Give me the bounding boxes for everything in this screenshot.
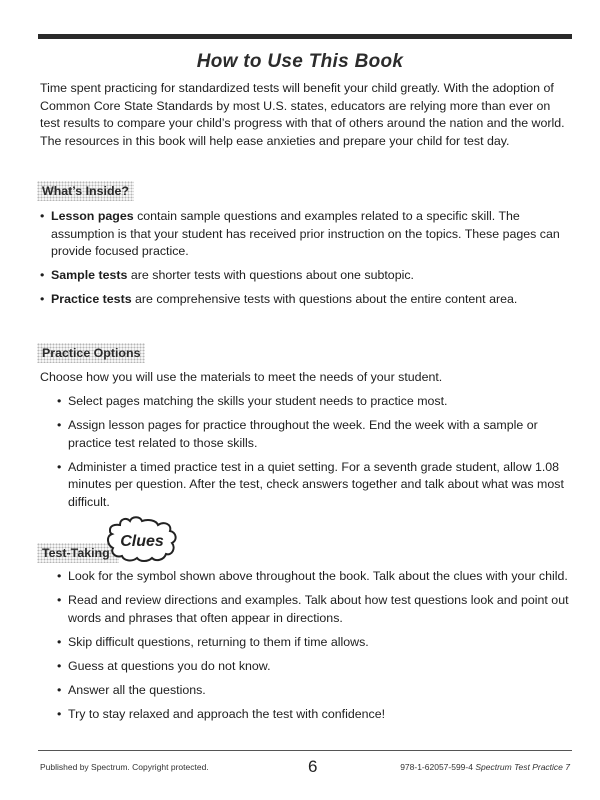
list-item: • Try to stay relaxed and approach the test with confidence!: [57, 706, 579, 724]
footer-isbn-series: [400, 762, 570, 772]
test-taking-list: [57, 568, 579, 730]
list-item: • Assign lesson pages for practice throughout the week. End the week with a sample or practice test related to those skills.: [57, 417, 579, 452]
footer-publisher: Published by Spectrum. Copyright protected.: [40, 762, 209, 772]
term: Lesson pages: [51, 209, 134, 223]
term: Practice tests: [51, 292, 132, 306]
practice-options-lead: Choose how you will use the materials to meet the needs of your student.: [40, 370, 443, 384]
term: Sample tests: [51, 268, 128, 282]
clues-puzzle-icon: [104, 512, 182, 566]
list-item: • Select pages matching the skills your student needs to practice most.: [57, 393, 579, 411]
description: contain sample questions and examples related to a specific skill. The assumption is that your student has received prior instruction on the topics. These pages can provide focused practice.: [51, 209, 560, 258]
list-item: • Administer a timed practice test in a quiet setting. For a seventh grade student, allow 1.08 minutes per question. After the test, check answers together and talk about what was most difficult.: [57, 459, 579, 512]
list-item: [40, 291, 580, 309]
list-item: • Answer all the questions.: [57, 682, 579, 700]
list-item: • Look for the symbol shown above throughout the book. Talk about the clues with your child.: [57, 568, 579, 586]
whats-inside-heading-text: What’s Inside?: [42, 184, 129, 198]
list-item: • Read and review directions and examples. Talk about how test questions look and point out words and phrases that often appear in directions.: [57, 592, 579, 627]
list-item: [40, 208, 580, 261]
test-taking-heading-text: Test-Taking: [42, 546, 110, 560]
description: are comprehensive tests with questions about the entire content area.: [131, 292, 518, 306]
whats-inside-list: [40, 208, 580, 315]
practice-options-list: [57, 393, 579, 518]
practice-options-heading: [37, 343, 145, 363]
practice-options-heading-text: Practice Options: [42, 346, 141, 360]
top-rule: [38, 34, 572, 39]
page-number: 6: [308, 757, 318, 776]
intro-paragraph: Time spent practicing for standardized tests will benefit your child greatly. With the adoption of Common Core State Standards by most U.S. states, educators are relying more than ever on test results to compare your child’s progress with that of others around the nation and the world. The resources in this book will help ease anxieties and prepare your child for test day.: [40, 81, 565, 148]
isbn: 978-1-62057-599-4: [400, 762, 473, 772]
clues-label: Clues: [120, 533, 164, 550]
footer-rule: [38, 750, 572, 751]
list-item: • Skip difficult questions, returning to them if time allows.: [57, 634, 579, 652]
list-item: • Guess at questions you do not know.: [57, 658, 579, 676]
description: are shorter tests with questions about one subtopic.: [127, 268, 414, 282]
whats-inside-heading: [37, 181, 134, 201]
page-title: How to Use This Book: [196, 51, 404, 72]
series-title: Spectrum Test Practice 7: [475, 762, 570, 772]
list-item: [40, 267, 580, 285]
